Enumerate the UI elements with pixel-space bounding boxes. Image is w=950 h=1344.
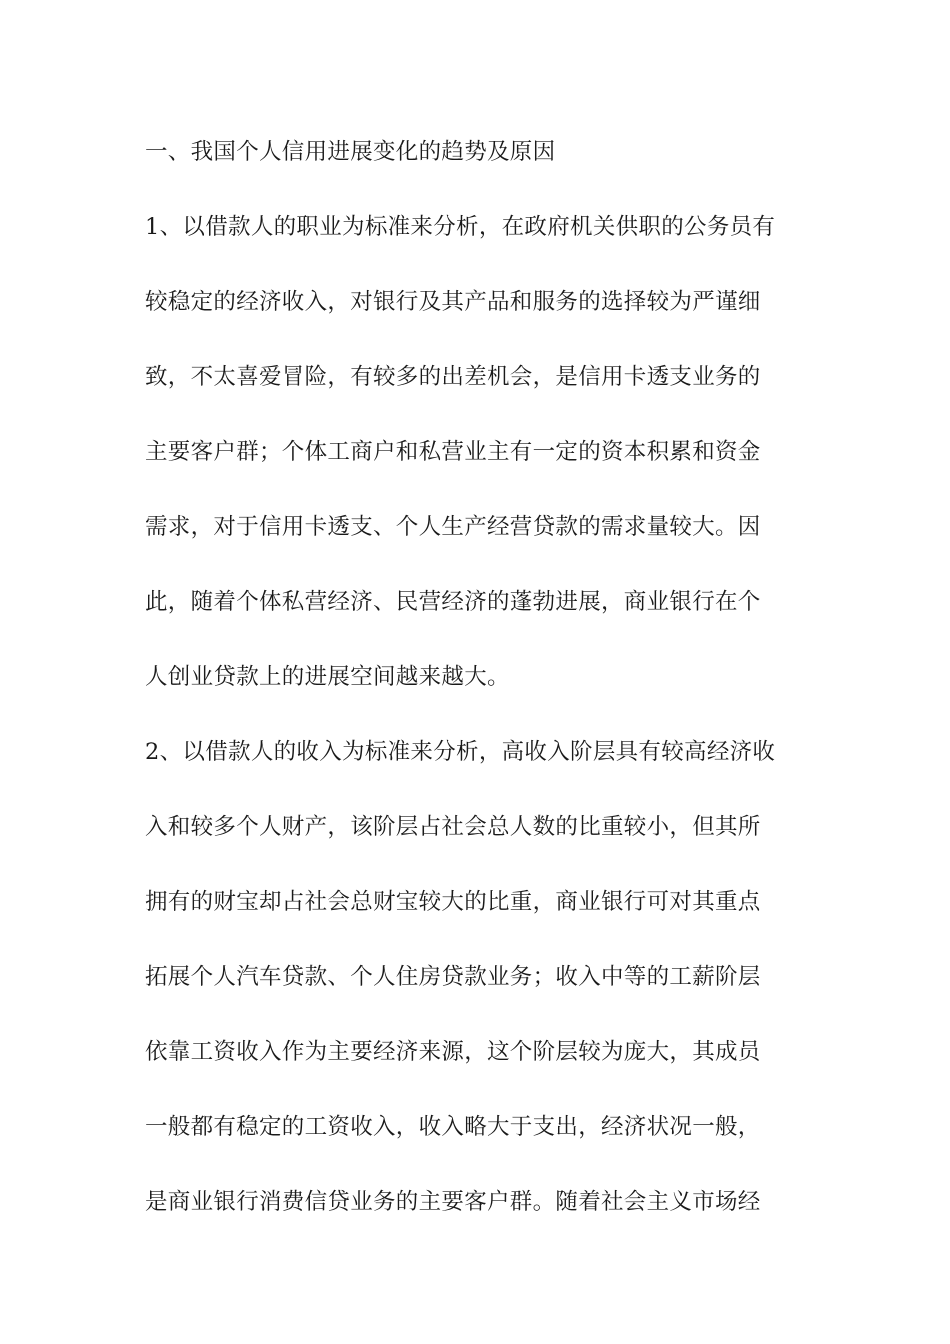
text-line: 需求，对于信用卡透支、个人生产经营贷款的需求量较大。因 xyxy=(145,514,761,540)
text-line: 一般都有稳定的工资收入，收入略大于支出，经济状况一般， xyxy=(145,1114,761,1140)
text-line: 主要客户群；个体工商户和私营业主有一定的资本积累和资金 xyxy=(145,439,761,465)
text-line: 此，随着个体私营经济、民营经济的蓬勃进展，商业银行在个 xyxy=(145,589,761,615)
section-heading: 一、我国个人信用进展变化的趋势及原因 xyxy=(145,139,556,165)
text-line: 1、以借款人的职业为标准来分析，在政府机关供职的公务员有 xyxy=(145,214,776,240)
text-line: 拓展个人汽车贷款、个人住房贷款业务；收入中等的工薪阶层 xyxy=(145,964,761,990)
text-line: 是商业银行消费信贷业务的主要客户群。随着社会主义市场经 xyxy=(145,1189,761,1215)
text-line: 拥有的财宝却占社会总财宝较大的比重，商业银行可对其重点 xyxy=(145,889,761,915)
text-line: 依靠工资收入作为主要经济来源，这个阶层较为庞大，其成员 xyxy=(145,1039,761,1065)
text-line: 致，不太喜爱冒险，有较多的出差机会，是信用卡透支业务的 xyxy=(145,364,761,390)
text-line: 入和较多个人财产，该阶层占社会总人数的比重较小，但其所 xyxy=(145,814,761,840)
text-line: 较稳定的经济收入，对银行及其产品和服务的选择较为严谨细 xyxy=(145,289,761,315)
text-line: 人创业贷款上的进展空间越来越大。 xyxy=(145,664,510,690)
text-line: 2、以借款人的收入为标准来分析，高收入阶层具有较高经济收 xyxy=(145,739,776,765)
